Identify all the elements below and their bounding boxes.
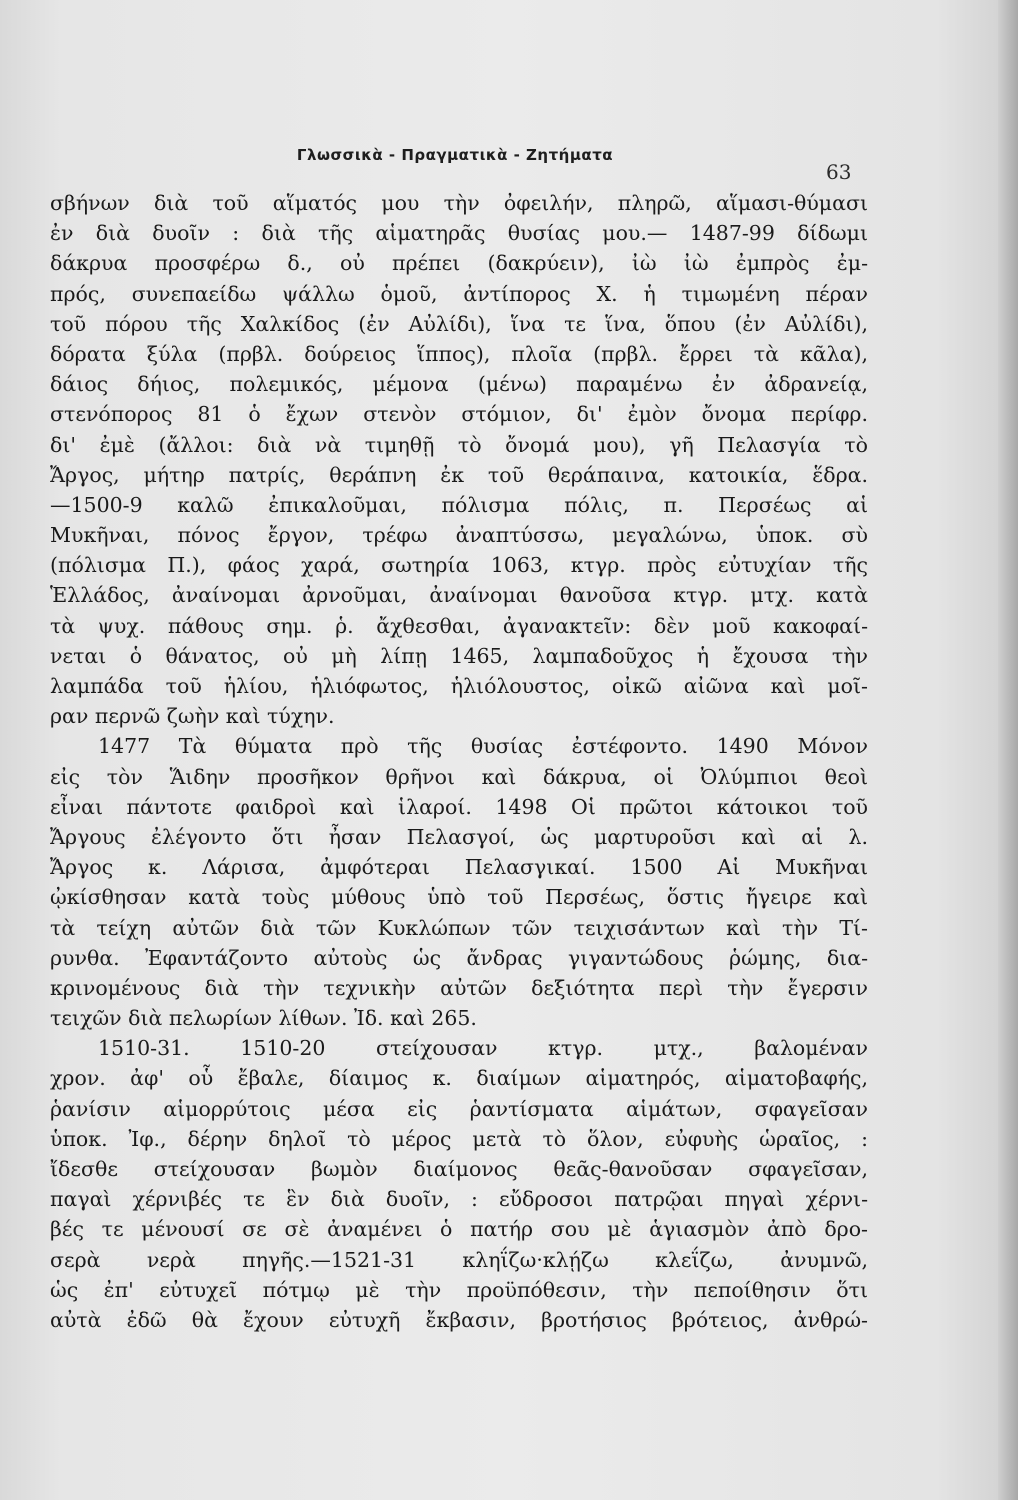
section-heading-line: 1510-31. 1510-20 στείχουσαν κτγρ. μτχ., βαλομέναν (98, 1036, 868, 1061)
text-line: τειχῶν διὰ πελωρίων λίθων. Ἰδ. καὶ 265. (50, 1006, 477, 1031)
text-line: ρυνθα. Ἐφαντάζοντο αὐτοὺς ὡς ἄνδρας γιγαντώδους ῥώμης, δια- (50, 945, 868, 970)
text-line: (πόλισμα Π.), φάος χαρά, σωτηρία 1063, κτγρ. πρὸς εὐτυχίαν τῆς (50, 553, 868, 578)
text-line: τὰ τείχη αὐτῶν διὰ τῶν Κυκλώπων τῶν τειχισάντων καὶ τὴν Τί- (50, 915, 868, 940)
text-line: δάκρυα προσφέρω δ., οὐ πρέπει (δακρύειν), ἰὼ ἰὼ ἐμπρὸς ἐμ- (50, 251, 868, 276)
page-edge-shadow (998, 0, 1018, 1500)
text-line: χρον. ἀφ' οὗ ἔβαλε, δίαιμος κ. διαίμων αἱματηρός, αἱματοβαφής, (50, 1066, 868, 1091)
text-line: παγαὶ χέρνιβές τε ἓν διὰ δυοῖν, : εὔδροσοι πατρῷαι πηγαὶ χέρνι- (50, 1187, 868, 1212)
text-line: ᾠκίσθησαν κατὰ τοὺς μύθους ὑπὸ τοῦ Περσέως, ὅστις ἤγειρε καὶ (50, 885, 868, 910)
text-line: στενόπορος 81 ὁ ἔχων στενὸν στόμιον, δι' ἐμὸν ὄνομα περίφρ. (50, 402, 868, 427)
text-line: δάιος δήιος, πολεμικός, μέμονα (μένω) παραμένω ἐν ἀδρανείᾳ, (50, 372, 868, 397)
text-line: εἰς τὸν Ἅιδην προσῆκον θρῆνοι καὶ δάκρυα, οἱ Ὀλύμπιοι θεοὶ (50, 764, 868, 789)
text-line: Ἄργος κ. Λάρισα, ἀμφότεραι Πελασγικαί. 1500 Αἱ Μυκῆναι (50, 855, 868, 880)
text-line: ραν περνῶ ζωὴν καὶ τύχην. (50, 704, 335, 729)
text-line: 1477 Τὰ θύματα πρὸ τῆς θυσίας ἐστέφοντο. 1490 Μόνον (98, 734, 868, 759)
text-line: —1500-9 καλῶ ἐπικαλοῦμαι, πόλισμα πόλις, π. Περσέως αἱ (50, 492, 868, 517)
text-line: σβήνων διὰ τοῦ αἵματός μου τὴν ὀφειλήν, πληρῶ, αἵμασι-θύμασι (50, 191, 868, 215)
text-line: τὰ ψυχ. πάθους σημ. ῥ. ἄχθεσθαι, ἀγανακτεῖν: δὲν μοῦ κακοφαί- (50, 613, 868, 638)
text-line: κρινομένους διὰ τὴν τεχνικὴν αὐτῶν δεξιότητα περὶ τὴν ἔγερσιν (50, 975, 868, 1000)
text-line: Ἄργους ἐλέγοντο ὅτι ἦσαν Πελασγοί, ὡς μαρτυροῦσι καὶ αἱ λ. (50, 824, 868, 849)
text-line: δι' ἐμὲ (ἄλλοι: διὰ νὰ τιμηθῇ τὸ ὄνομά μου), γῆ Πελασγία τὸ (50, 432, 868, 457)
text-line: εἶναι πάντοτε φαιδροὶ καὶ ἱλαροί. 1498 Οἱ πρῶτοι κάτοικοι τοῦ (50, 794, 868, 819)
text-line: ὑποκ. Ἰφ., δέρην δηλοῖ τὸ μέρος μετὰ τὸ ὅλον, εὐφυὴς ὡραῖος, : (50, 1126, 868, 1151)
text-line: τοῦ πόρου τῆς Χαλκίδος (ἐν Αὐλίδι), ἵνα τε ἵνα, ὅπου (ἐν Αὐλίδι), (50, 311, 868, 336)
running-header: Γλωσσικὰ - Πραγματικὰ - Ζητήματα (296, 146, 614, 164)
text-line: δόρατα ξύλα (πρβλ. δούρειος ἵππος), πλοῖα (πρβλ. ἔρρει τὰ κᾶλα), (50, 341, 868, 366)
text-line: Ἄργος, μήτηρ πατρίς, θεράπνη ἐκ τοῦ θεράπαινα, κατοικία, ἕδρα. (50, 462, 868, 487)
text-line: αὐτὰ ἐδῶ θὰ ἔχουν εὐτυχῆ ἔκβασιν, βροτήσιος βρότειος, ἀνθρώ- (50, 1307, 868, 1332)
text-line: ἴδεσθε στείχουσαν βωμὸν διαίμονος θεᾶς-θανοῦσαν σφαγεῖσαν, (50, 1157, 868, 1181)
text-line: νεται ὁ θάνατος, οὐ μὴ λίπῃ 1465, λαμπαδοῦχος ἡ ἔχουσα τὴν (50, 643, 868, 668)
text-line: ἐν διὰ δυοῖν : διὰ τῆς αἱματηρᾶς θυσίας μου.— 1487-99 δίδωμι (50, 221, 868, 246)
text-line: ῥανίσιν αἱμορρύτοις μέσα εἰς ῥαντίσματα αἱμάτων, σφαγεῖσαν (50, 1096, 868, 1121)
text-line: ὡς ἐπ' εὐτυχεῖ πότμῳ μὲ τὴν προϋπόθεσιν, τὴν πεποίθησιν ὅτι (50, 1277, 868, 1302)
text-line: λαμπάδα τοῦ ἡλίου, ἡλιόφωτος, ἡλιόλουστος, οἰκῶ αἰῶνα καὶ μοῖ- (50, 674, 868, 698)
page-number: 63 (826, 160, 852, 184)
text-line: βές τε μένουσί σε σὲ ἀναμένει ὁ πατήρ σου μὲ ἁγιασμὸν ἀπὸ δρο- (50, 1217, 868, 1242)
text-line: πρός, συνεπαείδω ψάλλω ὁμοῦ, ἀντίπορος Χ. ἡ τιμωμένη πέραν (50, 281, 868, 306)
text-line: σερὰ νερὰ πηγῆς.—1521-31 κληΐζω·κλῄζω κλεΐζω, ἀνυμνῶ, (50, 1247, 868, 1272)
text-line: Ἑλλάδος, ἀναίνομαι ἀρνοῦμαι, ἀναίνομαι θανοῦσα κτγρ. μτχ. κατὰ (50, 583, 868, 608)
body-text (50, 188, 868, 1335)
text-line: Μυκῆναι, πόνος ἔργον, τρέφω ἀναπτύσσω, μεγαλώνω, ὑποκ. σὺ (50, 523, 868, 548)
